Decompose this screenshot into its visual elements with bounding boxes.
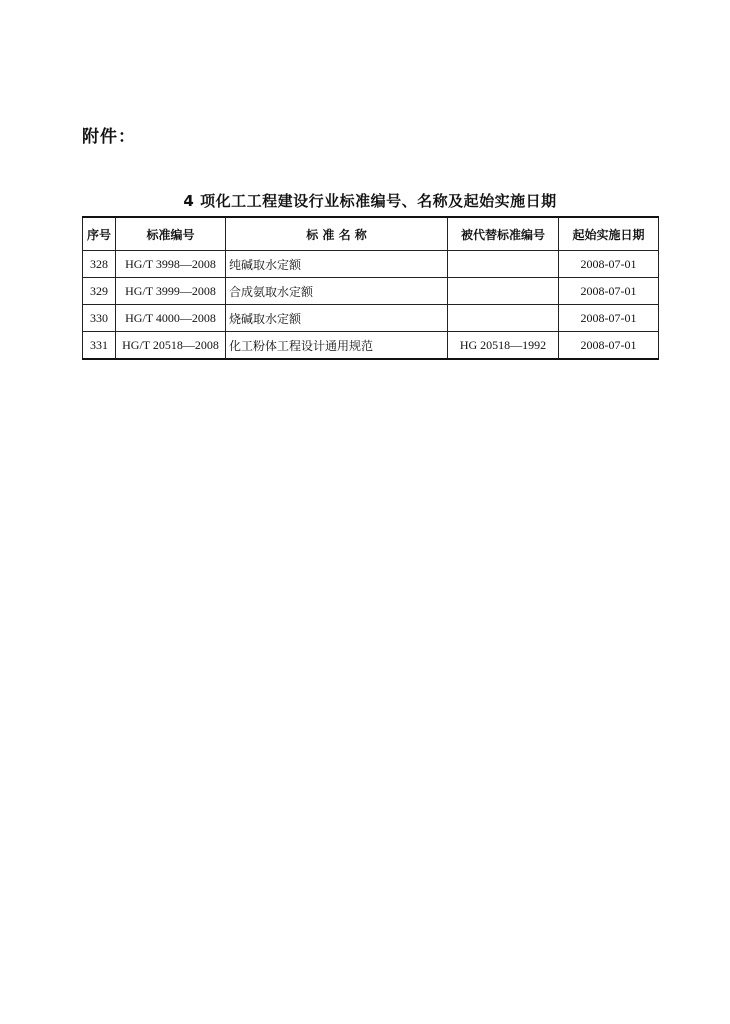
row-effective-date: 2008-07-01 xyxy=(559,278,659,305)
row-standard-code: HG/T 3998—2008 xyxy=(116,251,226,278)
header-effective-date: 起始实施日期 xyxy=(559,217,659,251)
header-standard-name: 标 准 名 称 xyxy=(226,217,448,251)
row-standard-name: 合成氨取水定额 xyxy=(226,278,448,305)
row-standard-name: 化工粉体工程设计通用规范 xyxy=(226,332,448,360)
row-effective-date: 2008-07-01 xyxy=(559,251,659,278)
row-serial-number: 330 xyxy=(83,305,116,332)
table-row xyxy=(83,305,659,332)
row-replaced-code: HG 20518—1992 xyxy=(448,332,559,360)
table-row xyxy=(83,251,659,278)
row-effective-date: 2008-07-01 xyxy=(559,305,659,332)
row-serial-number: 328 xyxy=(83,251,116,278)
row-standard-code: HG/T 20518—2008 xyxy=(116,332,226,360)
row-standard-code: HG/T 3999—2008 xyxy=(116,278,226,305)
row-standard-name: 纯碱取水定额 xyxy=(226,251,448,278)
document-title: 4 项化工工程建设行业标准编号、名称及起始实施日期 xyxy=(183,192,557,210)
attachment-label: 附件： xyxy=(82,127,136,147)
table-row xyxy=(83,278,659,305)
row-standard-code: HG/T 4000—2008 xyxy=(116,305,226,332)
row-serial-number: 329 xyxy=(83,278,116,305)
header-replaced-code: 被代替标准编号 xyxy=(448,217,559,251)
row-serial-number: 331 xyxy=(83,332,116,360)
header-standard-code: 标准编号 xyxy=(116,217,226,251)
row-replaced-code xyxy=(448,251,559,278)
standards-table xyxy=(82,216,659,360)
row-standard-name: 烧碱取水定额 xyxy=(226,305,448,332)
row-effective-date: 2008-07-01 xyxy=(559,332,659,360)
table-header-row xyxy=(83,217,659,251)
row-replaced-code xyxy=(448,305,559,332)
header-serial-number: 序号 xyxy=(83,217,116,251)
table-row xyxy=(83,332,659,360)
row-replaced-code xyxy=(448,278,559,305)
